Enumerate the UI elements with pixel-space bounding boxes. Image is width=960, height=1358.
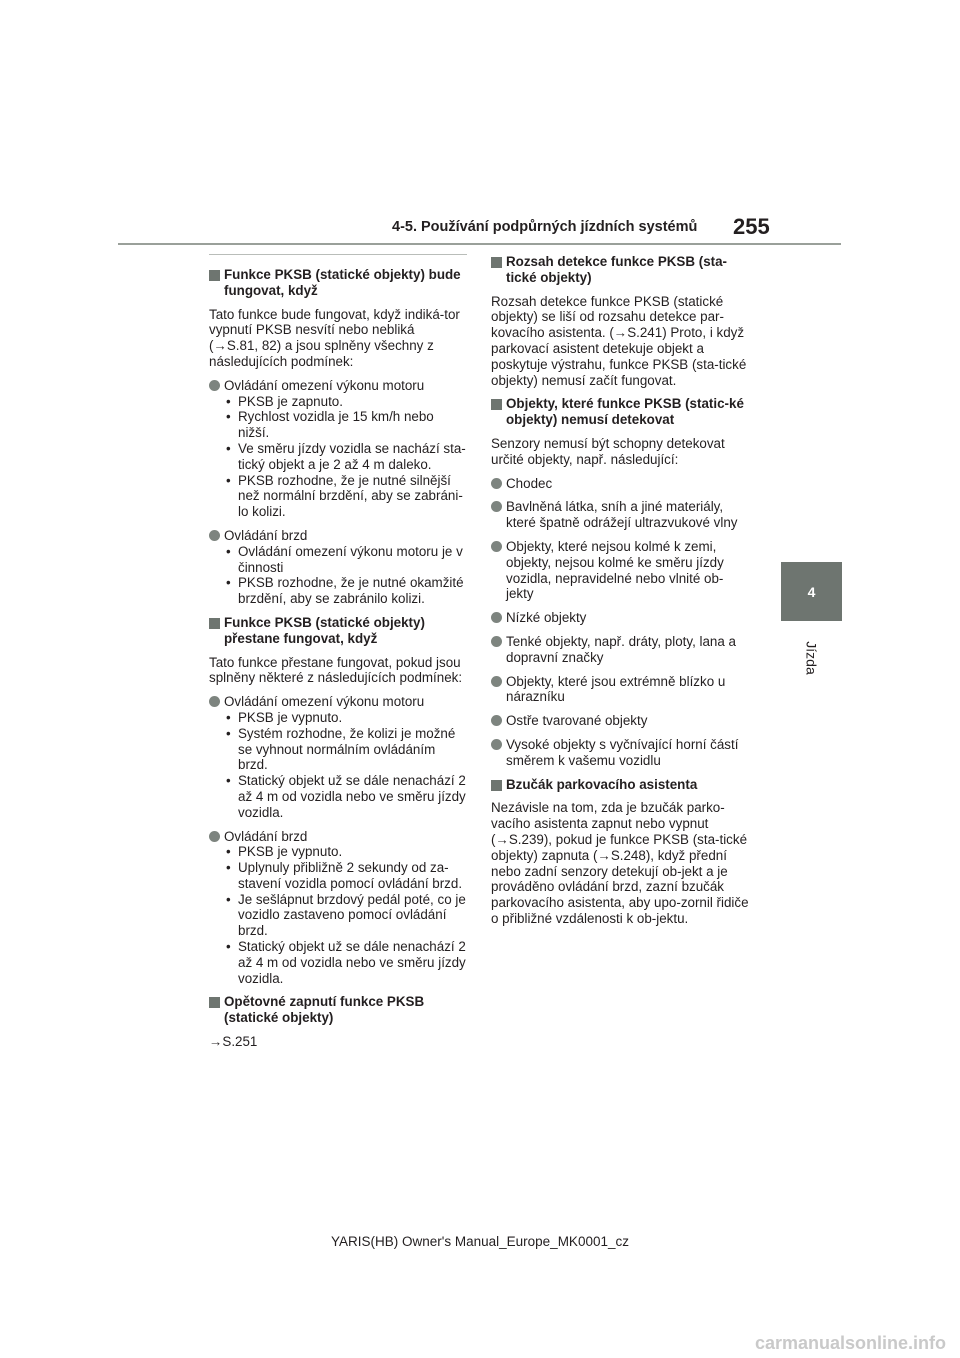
chapter-label xyxy=(797,635,827,681)
section-heading xyxy=(491,777,749,793)
section-heading xyxy=(209,615,467,647)
round-bullet-icon xyxy=(491,501,502,512)
dot-bullet-icon: • xyxy=(226,939,231,955)
chapter-tab[interactable] xyxy=(781,562,842,621)
section-paragraph: Tato funkce přestane fungovat, pokud jsou splněny některé z následujících podmínek: xyxy=(209,654,463,686)
list-item xyxy=(491,610,749,626)
list-item xyxy=(491,499,749,531)
sub-item xyxy=(224,726,467,773)
round-bullet-icon xyxy=(209,530,220,541)
sub-item-text: Statický objekt už se dále nenachází 2 až 4 m od vozidla nebo ve směru jízdy vozidla. xyxy=(238,773,466,820)
sub-item-text: Statický objekt už se dále nenachází 2 až 4 m od vozidla nebo ve směru jízdy vozidla. xyxy=(238,939,466,986)
round-bullet-icon xyxy=(491,676,502,687)
sub-item-text: PKSB je vypnuto. xyxy=(238,709,343,725)
section-heading-text: Opětovné zapnutí funkce PKSB (statické objekty) xyxy=(224,994,425,1026)
round-bullet-icon xyxy=(491,541,502,552)
sub-item-text: PKSB rozhodne, že je nutné silnější než normální brzdění, aby se zabráni-lo kolizi. xyxy=(238,472,463,520)
list-item-label: Nízké objekty xyxy=(506,610,587,626)
footer-manual-id: YARIS(HB) Owner's Manual_Europe_MK0001_cz xyxy=(331,1234,629,1249)
section-paragraph: →S.251 xyxy=(209,1034,258,1050)
dot-bullet-icon: • xyxy=(226,472,231,488)
square-bullet-icon xyxy=(491,399,502,410)
list-item-label: Ovládání omezení výkonu motoru xyxy=(224,694,425,710)
dot-bullet-icon: • xyxy=(226,860,231,876)
dot-bullet-icon: • xyxy=(226,393,231,409)
dot-bullet-icon: • xyxy=(226,844,231,860)
section-heading xyxy=(209,994,467,1026)
sub-item xyxy=(224,860,467,892)
list-item xyxy=(491,674,749,706)
round-bullet-icon xyxy=(491,612,502,623)
dot-bullet-icon: • xyxy=(226,725,231,741)
round-bullet-icon xyxy=(491,478,502,489)
list-item xyxy=(491,713,749,729)
sub-item-text: Rychlost vozidla je 15 km/h nebo nižší. xyxy=(238,409,434,441)
sub-item-text: Systém rozhodne, že kolizi je možné se vyhnout normálním ovládáním brzd. xyxy=(238,725,456,773)
list-item-label: Ovládání brzd xyxy=(224,828,308,844)
sub-item-text: PKSB je vypnuto. xyxy=(238,844,343,860)
square-bullet-icon xyxy=(491,780,502,791)
round-bullet-icon xyxy=(491,636,502,647)
sub-item xyxy=(224,773,467,820)
chapter-label-text: Jízda xyxy=(804,641,820,675)
round-bullet-icon xyxy=(491,739,502,750)
sub-item-text: Je sešlápnut brzdový pedál poté, co je vozidlo zastaveno pomocí ovládání brzd. xyxy=(238,891,466,939)
column-top-rule xyxy=(209,254,467,267)
round-bullet-icon xyxy=(209,696,220,707)
sub-item xyxy=(224,544,467,576)
list-item-label: Ovládání brzd xyxy=(224,527,308,543)
square-bullet-icon xyxy=(209,618,220,629)
list-item xyxy=(491,737,749,769)
page-number: 255 xyxy=(733,214,770,239)
section-heading xyxy=(209,267,467,299)
sub-item-text: Ovládání omezení výkonu motoru je v činnosti xyxy=(238,543,463,575)
square-bullet-icon xyxy=(209,997,220,1008)
list-item-label: Tenké objekty, např. dráty, ploty, lana a dopravní značky xyxy=(506,633,736,665)
section-heading xyxy=(491,396,749,428)
list-item-label: Vysoké objekty s vyčnívající horní částí směrem k vašemu vozidlu xyxy=(506,736,739,768)
round-bullet-icon xyxy=(209,380,220,391)
round-bullet-icon xyxy=(209,831,220,842)
sub-item xyxy=(224,892,467,939)
list-item-label: Objekty, které jsou extrémně blízko u nárazníku xyxy=(506,673,726,705)
sub-item xyxy=(224,710,467,726)
list-item-label: Ostře tvarované objekty xyxy=(506,713,648,729)
chapter-number: 4 xyxy=(807,583,816,600)
section-heading xyxy=(491,254,749,286)
list-item xyxy=(209,528,467,607)
sub-item xyxy=(224,409,467,441)
dot-bullet-icon: • xyxy=(226,543,231,559)
sub-item xyxy=(224,939,467,986)
square-bullet-icon xyxy=(209,270,220,281)
right-column xyxy=(491,254,749,935)
list-item xyxy=(491,539,749,602)
section-paragraph: Nezávisle na tom, zda je bzučák parko-vacího asistenta zapnut nebo vypnut (→S.239), pokud je funkce PKSB (sta-tické objekty) zapnuta (→S.248), když přední nebo zadní senzory detekují ob-jekt a je prováděno ovládání brzd, zazní bzučák parkovacího asistenta, aby upo-zornil řidiče o přibližné vzdálenosti k ob-jektu. xyxy=(491,800,749,926)
section-paragraph: Senzory nemusí být schopny detekovat určité objekty, např. následující: xyxy=(491,435,725,467)
list-item-label: Ovládání omezení výkonu motoru xyxy=(224,377,425,393)
dot-bullet-icon: • xyxy=(226,709,231,725)
round-bullet-icon xyxy=(491,715,502,726)
list-item-label: Bavlněná látka, sníh a jiné materiály, které špatně odrážejí ultrazvukové vlny xyxy=(506,499,738,531)
list-item xyxy=(491,476,749,492)
dot-bullet-icon: • xyxy=(226,773,231,789)
section-paragraph: Rozsah detekce funkce PKSB (statické objekty) se liší od rozsahu detekce par-kovacího asistenta. (→S.241) Proto, i když parkovací asistent detekuje objekt a poskytuje výstrahu, funkce PKSB (sta-tické objekty) nemusí začít fungovat. xyxy=(491,293,747,388)
section-paragraph: Tato funkce bude fungovat, když indiká-tor vypnutí PKSB nesvítí nebo nebliká (→S.81, 82) a jsou splněny všechny z následujících podmínek: xyxy=(209,306,460,369)
sub-item-text: PKSB je zapnuto. xyxy=(238,393,343,409)
section-heading-text: Objekty, které funkce PKSB (static-ké objekty) nemusí detekovat xyxy=(506,396,744,428)
dot-bullet-icon: • xyxy=(226,440,231,456)
watermark: carmanualsonline.info xyxy=(754,1333,946,1353)
list-item-label: Chodec xyxy=(506,475,553,491)
list-item xyxy=(491,634,749,666)
section-heading-text: Funkce PKSB (statické objekty) přestane fungovat, když xyxy=(224,614,425,646)
left-column xyxy=(209,254,467,1058)
sub-item xyxy=(224,473,467,520)
sub-item-text: PKSB rozhodne, že je nutné okamžité brzdění, aby se zabránilo kolizi. xyxy=(238,575,464,607)
sub-item-text: Uplynuly přibližně 2 sekundy od za-stavení vozidla pomocí ovládání brzd. xyxy=(238,860,463,891)
list-item-label: Objekty, které nejsou kolmé k zemi, objekty, nejsou kolmé ke směru jízdy vozidla, nepravidelné nebo vlnité ob-jekty xyxy=(506,538,724,602)
list-item xyxy=(209,378,467,520)
header-rule xyxy=(118,243,841,245)
dot-bullet-icon: • xyxy=(226,575,231,591)
list-item xyxy=(209,694,467,820)
sub-item-text: Ve směru jízdy vozidla se nachází sta-tický objekt a je 2 až 4 m daleko. xyxy=(238,440,466,472)
sub-item xyxy=(224,844,467,860)
square-bullet-icon xyxy=(491,257,502,268)
section-heading-text: Funkce PKSB (statické objekty) bude fungovat, když xyxy=(224,267,461,298)
sub-item xyxy=(224,441,467,473)
section-heading-text: Bzučák parkovacího asistenta xyxy=(506,776,698,792)
section-heading-text: Rozsah detekce funkce PKSB (sta-tické objekty) xyxy=(506,254,728,285)
sub-item xyxy=(224,394,467,410)
sub-item xyxy=(224,575,467,607)
list-item xyxy=(209,829,467,987)
dot-bullet-icon: • xyxy=(226,891,231,907)
section-title: 4-5. Používání podpůrných jízdních systémů xyxy=(392,219,698,235)
dot-bullet-icon: • xyxy=(226,409,231,425)
